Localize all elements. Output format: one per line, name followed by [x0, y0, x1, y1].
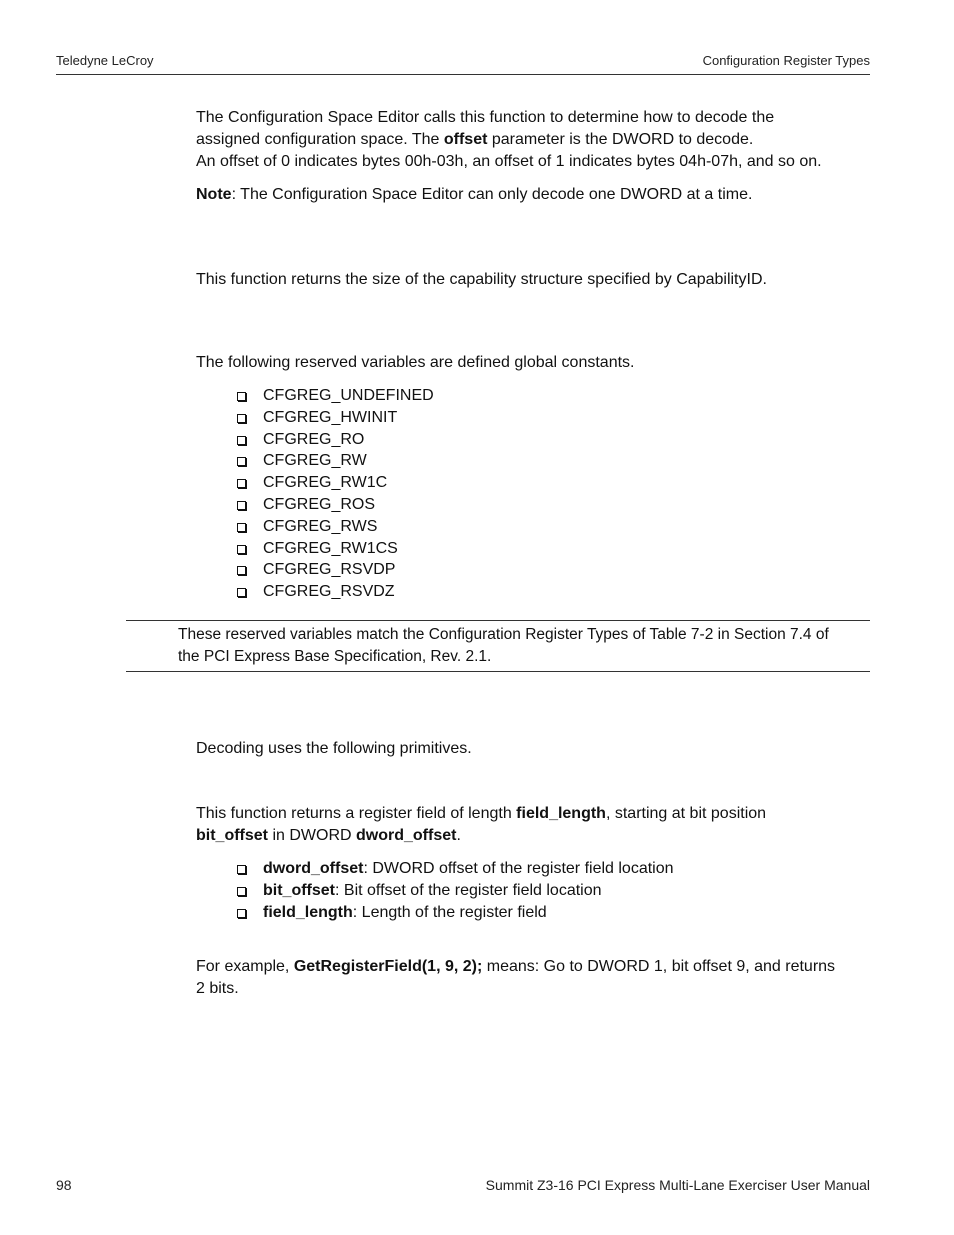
header-right: Configuration Register Types [702, 53, 870, 68]
example-text: For example, [196, 958, 294, 975]
offset-term: offset [443, 131, 488, 148]
list-item [236, 880, 674, 902]
checkbox-bullet-icon [237, 545, 246, 554]
list-item: CFGREG_RO [236, 429, 434, 451]
field-length-term: field_length [516, 805, 606, 822]
note-text: : The Configuration Space Editor can only decode one DWORD at a time. [231, 186, 753, 203]
checkbox-bullet-icon [237, 909, 246, 918]
checkbox-bullet-icon [237, 865, 246, 874]
checkbox-bullet-icon [237, 479, 246, 488]
param-name: field_length [263, 903, 353, 921]
list-item: CFGREG_UNDEFINED [236, 385, 434, 407]
list-item: CFGREG_ROS [236, 494, 434, 516]
list-item: CFGREG_RSVDP [236, 559, 434, 581]
decode-description [196, 107, 876, 173]
checkbox-bullet-icon [237, 457, 246, 466]
checkbox-bullet-icon [237, 588, 246, 597]
decode-line-2c: parameter is the DWORD to decode. [487, 131, 754, 148]
checkbox-bullet-icon [237, 501, 246, 510]
page-number: 98 [56, 1177, 72, 1193]
reserved-note-line-1: These reserved variables match the Configuration Register Types of Table 7-2 in Section 7.4 of [178, 626, 829, 643]
checkbox-bullet-icon [237, 887, 246, 896]
param-name: bit_offset [263, 881, 335, 899]
getfield-text: in DWORD [268, 827, 356, 844]
dword-offset-term: dword_offset [356, 827, 457, 844]
reserved-note-box [126, 620, 870, 672]
footer-title: Summit Z3-16 PCI Express Multi-Lane Exerciser User Manual [485, 1177, 870, 1193]
list-item [236, 858, 674, 880]
getfield-text: . [456, 827, 461, 844]
list-item: CFGREG_RW1C [236, 472, 434, 494]
bit-offset-term: bit_offset [196, 827, 268, 844]
getfield-example [196, 956, 876, 1000]
params-list [236, 858, 674, 923]
reserved-intro: The following reserved variables are defined global constants. [196, 354, 635, 371]
example-text: means: Go to DWORD 1, bit offset 9, and returns [482, 958, 836, 975]
reserved-note [178, 624, 868, 668]
checkbox-bullet-icon [237, 392, 246, 401]
param-desc: : Bit offset of the register field location [335, 881, 602, 899]
checkbox-bullet-icon [237, 436, 246, 445]
list-item: CFGREG_RW [236, 450, 434, 472]
decode-line-3: An offset of 0 indicates bytes 00h-03h, an offset of 1 indicates bytes 04h-07h, and so on. [196, 153, 822, 170]
list-item: CFGREG_RWS [236, 516, 434, 538]
example-call: GetRegisterField(1, 9, 2); [293, 958, 483, 975]
list-item: CFGREG_HWINIT [236, 407, 434, 429]
checkbox-bullet-icon [237, 523, 246, 532]
param-desc: : DWORD offset of the register field location [363, 860, 674, 877]
list-item: CFGREG_RW1CS [236, 538, 434, 560]
capsize-description: This function returns the size of the capability structure specified by CapabilityID. [196, 271, 767, 288]
param-name: dword_offset [263, 860, 364, 877]
getfield-text: This function returns a register field of length [196, 805, 517, 822]
list-item: CFGREG_RSVDZ [236, 581, 434, 603]
getfield-text: , starting at bit position [605, 805, 767, 822]
example-text: 2 bits. [196, 980, 239, 997]
reserved-list [236, 385, 434, 603]
decode-note [196, 184, 876, 206]
decode-line-2a: assigned configuration space. The [196, 131, 444, 148]
note-label: Note [196, 186, 232, 203]
getfield-description [196, 803, 876, 847]
header-rule [56, 74, 870, 75]
decode-line-1: The Configuration Space Editor calls this function to determine how to decode the [196, 109, 775, 126]
checkbox-bullet-icon [237, 414, 246, 423]
checkbox-bullet-icon [237, 566, 246, 575]
header-left: Teledyne LeCroy [56, 53, 154, 68]
list-item [236, 902, 674, 924]
param-desc: : Length of the register field [352, 903, 547, 921]
primitives-intro: Decoding uses the following primitives. [196, 740, 472, 757]
reserved-note-line-2: the PCI Express Base Specification, Rev. 2.1. [178, 648, 492, 665]
